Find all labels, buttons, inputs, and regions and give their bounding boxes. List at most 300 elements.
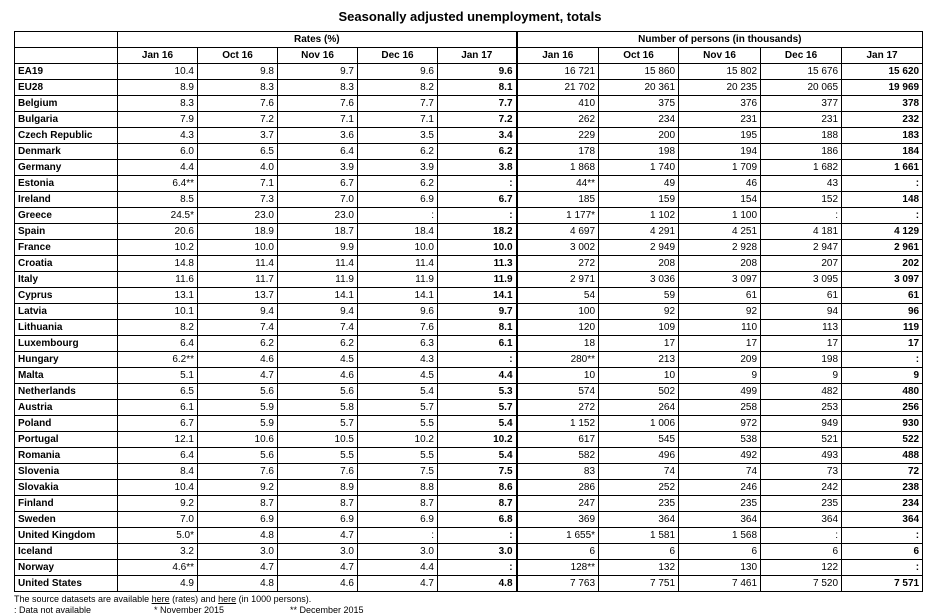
rate-cell: 9.4: [278, 304, 358, 320]
table-title: Seasonally adjusted unemployment, totals: [338, 9, 602, 24]
rate-cell: 8.2: [118, 320, 198, 336]
table-row: [15, 80, 923, 96]
persons-cell: 132: [599, 560, 679, 576]
rate-cell: 3.2: [118, 544, 198, 560]
rates-month-header: Jan 17: [438, 48, 517, 64]
persons-cell: 21 702: [517, 80, 599, 96]
country-cell: Slovakia: [15, 480, 118, 496]
table-row: [15, 304, 923, 320]
rate-cell: 7.3: [198, 192, 278, 208]
persons-cell: 128**: [517, 560, 599, 576]
rate-cell: 4.6: [198, 352, 278, 368]
legend-double-star: ** December 2015: [290, 605, 364, 615]
persons-cell: 3 095: [761, 272, 842, 288]
table-row: [15, 336, 923, 352]
rate-cell: 5.5: [358, 416, 438, 432]
persons-cell: 949: [761, 416, 842, 432]
rate-cell: 7.6: [198, 464, 278, 480]
rate-cell: 4.0: [198, 160, 278, 176]
blank-header: [15, 32, 118, 48]
rate-cell: 3.8: [438, 160, 517, 176]
persons-cell: 3 036: [599, 272, 679, 288]
persons-cell: :: [842, 352, 923, 368]
rate-cell: 6.2: [438, 144, 517, 160]
rate-cell: 6.2: [358, 176, 438, 192]
persons-cell: 4 291: [599, 224, 679, 240]
persons-cell: 154: [679, 192, 761, 208]
persons-cell: 538: [679, 432, 761, 448]
persons-cell: 43: [761, 176, 842, 192]
rate-cell: 5.5: [278, 448, 358, 464]
rate-cell: 4.4: [118, 160, 198, 176]
persons-cell: 1 581: [599, 528, 679, 544]
rate-cell: 7.9: [118, 112, 198, 128]
rate-cell: 10.2: [358, 432, 438, 448]
persons-cell: 113: [761, 320, 842, 336]
table-row: [15, 368, 923, 384]
persons-cell: 574: [517, 384, 599, 400]
month-header-row: [15, 48, 923, 64]
persons-cell: 49: [599, 176, 679, 192]
rate-cell: 7.1: [278, 112, 358, 128]
rate-cell: 6.2: [198, 336, 278, 352]
persons-cell: 15 620: [842, 64, 923, 80]
persons-cell: 10: [599, 368, 679, 384]
rate-cell: 7.2: [438, 112, 517, 128]
persons-cell: 1 868: [517, 160, 599, 176]
persons-cell: 200: [599, 128, 679, 144]
rate-cell: 11.4: [278, 256, 358, 272]
rate-cell: 9.2: [118, 496, 198, 512]
persons-cell: :: [761, 528, 842, 544]
rate-cell: 3.0: [438, 544, 517, 560]
rate-cell: 6.1: [438, 336, 517, 352]
rate-cell: 5.7: [358, 400, 438, 416]
rate-cell: 6.9: [278, 512, 358, 528]
rates-month-header: Nov 16: [278, 48, 358, 64]
source-text: (in 1000 persons).: [236, 594, 312, 604]
persons-cell: 1 661: [842, 160, 923, 176]
rate-cell: 18.7: [278, 224, 358, 240]
persons-cell: 496: [599, 448, 679, 464]
rate-cell: 23.0: [278, 208, 358, 224]
rate-cell: 3.9: [278, 160, 358, 176]
rate-cell: 6.9: [198, 512, 278, 528]
persons-cell: 159: [599, 192, 679, 208]
rate-cell: 12.1: [118, 432, 198, 448]
rate-cell: 4.8: [198, 576, 278, 592]
rate-cell: 3.4: [438, 128, 517, 144]
persons-cell: 231: [761, 112, 842, 128]
persons-cell: 256: [842, 400, 923, 416]
country-cell: Poland: [15, 416, 118, 432]
rate-cell: :: [358, 208, 438, 224]
rate-cell: 8.5: [118, 192, 198, 208]
persons-cell: 369: [517, 512, 599, 528]
rate-cell: 6.8: [438, 512, 517, 528]
footnotes: [14, 594, 940, 616]
persons-cell: 364: [761, 512, 842, 528]
persons-cell: 258: [679, 400, 761, 416]
persons-cell: 17: [679, 336, 761, 352]
table-row: [15, 480, 923, 496]
rate-cell: 7.6: [278, 464, 358, 480]
table-row: [15, 240, 923, 256]
rate-cell: 10.4: [118, 480, 198, 496]
rates-source-link[interactable]: here: [151, 594, 170, 604]
persons-cell: 198: [599, 144, 679, 160]
blank-header: [15, 48, 118, 64]
rate-cell: :: [438, 176, 517, 192]
persons-cell: 4 129: [842, 224, 923, 240]
rate-cell: 4.3: [118, 128, 198, 144]
rate-cell: 7.5: [438, 464, 517, 480]
country-cell: Finland: [15, 496, 118, 512]
persons-cell: 15 802: [679, 64, 761, 80]
persons-cell: 502: [599, 384, 679, 400]
rate-cell: 20.6: [118, 224, 198, 240]
persons-cell: 208: [679, 256, 761, 272]
rate-cell: :: [438, 560, 517, 576]
persons-cell: 110: [679, 320, 761, 336]
persons-cell: 272: [517, 400, 599, 416]
persons-cell: 20 235: [679, 80, 761, 96]
rate-cell: 11.9: [278, 272, 358, 288]
persons-cell: 18: [517, 336, 599, 352]
country-cell: Belgium: [15, 96, 118, 112]
persons-cell: 582: [517, 448, 599, 464]
table-row: [15, 464, 923, 480]
persons-cell: 16 721: [517, 64, 599, 80]
persons-cell: 2 961: [842, 240, 923, 256]
rate-cell: 5.7: [438, 400, 517, 416]
table-body: [15, 64, 923, 592]
rate-cell: 8.7: [358, 496, 438, 512]
rate-cell: 11.3: [438, 256, 517, 272]
persons-cell: 7 520: [761, 576, 842, 592]
persons-cell: 3 097: [679, 272, 761, 288]
country-cell: Sweden: [15, 512, 118, 528]
rate-cell: 9.2: [198, 480, 278, 496]
persons-cell: :: [842, 176, 923, 192]
rate-cell: 8.3: [198, 80, 278, 96]
persons-cell: 61: [679, 288, 761, 304]
persons-cell: 7 751: [599, 576, 679, 592]
country-cell: EA19: [15, 64, 118, 80]
table-row: [15, 512, 923, 528]
persons-cell: 930: [842, 416, 923, 432]
persons-cell: 493: [761, 448, 842, 464]
rate-cell: 10.0: [358, 240, 438, 256]
persons-cell: 1 740: [599, 160, 679, 176]
persons-cell: 235: [761, 496, 842, 512]
persons-cell: 1 655*: [517, 528, 599, 544]
table-row: [15, 208, 923, 224]
rate-cell: 8.7: [198, 496, 278, 512]
rate-cell: 10.5: [278, 432, 358, 448]
table-row: [15, 432, 923, 448]
rate-cell: 4.4: [438, 368, 517, 384]
persons-cell: 410: [517, 96, 599, 112]
persons-cell: 184: [842, 144, 923, 160]
rate-cell: 23.0: [198, 208, 278, 224]
table-row: [15, 352, 923, 368]
country-cell: Netherlands: [15, 384, 118, 400]
country-cell: Romania: [15, 448, 118, 464]
table-row: [15, 112, 923, 128]
persons-cell: 2 971: [517, 272, 599, 288]
persons-cell: 235: [679, 496, 761, 512]
persons-cell: 178: [517, 144, 599, 160]
rate-cell: 4.4: [358, 560, 438, 576]
persons-cell: 109: [599, 320, 679, 336]
legend: [14, 605, 940, 616]
rate-cell: 9.6: [358, 304, 438, 320]
country-cell: Ireland: [15, 192, 118, 208]
rate-cell: 8.1: [438, 80, 517, 96]
rate-cell: 4.5: [358, 368, 438, 384]
rate-cell: 4.7: [278, 560, 358, 576]
persons-cell: 364: [842, 512, 923, 528]
persons-cell: 262: [517, 112, 599, 128]
rate-cell: :: [438, 208, 517, 224]
country-cell: Estonia: [15, 176, 118, 192]
persons-cell: 96: [842, 304, 923, 320]
persons-group-header: Number of persons (in thousands): [517, 32, 923, 48]
persons-cell: 10: [517, 368, 599, 384]
persons-cell: 492: [679, 448, 761, 464]
country-cell: Portugal: [15, 432, 118, 448]
table-row: [15, 576, 923, 592]
rate-cell: 3.0: [198, 544, 278, 560]
rate-cell: 5.1: [118, 368, 198, 384]
persons-cell: 246: [679, 480, 761, 496]
persons-cell: 61: [842, 288, 923, 304]
table-row: [15, 176, 923, 192]
persons-month-header: Nov 16: [679, 48, 761, 64]
rate-cell: 3.7: [198, 128, 278, 144]
rate-cell: 5.9: [198, 400, 278, 416]
rate-cell: 5.7: [278, 416, 358, 432]
rate-cell: 6.5: [118, 384, 198, 400]
table-row: [15, 224, 923, 240]
rate-cell: 5.9: [198, 416, 278, 432]
persons-cell: 183: [842, 128, 923, 144]
persons-month-header: Dec 16: [761, 48, 842, 64]
rate-cell: 7.0: [278, 192, 358, 208]
persons-cell: 83: [517, 464, 599, 480]
country-cell: Italy: [15, 272, 118, 288]
rate-cell: 6.5: [198, 144, 278, 160]
rate-cell: 6.2: [358, 144, 438, 160]
rate-cell: 5.0*: [118, 528, 198, 544]
persons-cell: 61: [761, 288, 842, 304]
persons-cell: 202: [842, 256, 923, 272]
country-cell: Slovenia: [15, 464, 118, 480]
rate-cell: 9.7: [438, 304, 517, 320]
rate-cell: 10.0: [198, 240, 278, 256]
rate-cell: 5.6: [198, 448, 278, 464]
rate-cell: 14.1: [358, 288, 438, 304]
persons-cell: 378: [842, 96, 923, 112]
persons-cell: 59: [599, 288, 679, 304]
rate-cell: 11.4: [358, 256, 438, 272]
persons-cell: 6: [679, 544, 761, 560]
rate-cell: 18.2: [438, 224, 517, 240]
rate-cell: 5.6: [198, 384, 278, 400]
rate-cell: 9.9: [278, 240, 358, 256]
rate-cell: 8.4: [118, 464, 198, 480]
rate-cell: 7.5: [358, 464, 438, 480]
country-cell: Denmark: [15, 144, 118, 160]
persons-cell: 207: [761, 256, 842, 272]
persons-cell: 482: [761, 384, 842, 400]
rate-cell: 3.9: [358, 160, 438, 176]
persons-cell: 94: [761, 304, 842, 320]
persons-cell: 7 763: [517, 576, 599, 592]
table-row: [15, 288, 923, 304]
table-row: [15, 416, 923, 432]
table-row: [15, 160, 923, 176]
country-cell: Hungary: [15, 352, 118, 368]
rate-cell: 6.7: [438, 192, 517, 208]
persons-cell: 15 860: [599, 64, 679, 80]
persons-cell: 6: [761, 544, 842, 560]
persons-cell: 119: [842, 320, 923, 336]
persons-cell: 1 568: [679, 528, 761, 544]
rate-cell: 4.7: [198, 368, 278, 384]
persons-cell: 231: [679, 112, 761, 128]
persons-cell: 17: [761, 336, 842, 352]
persons-cell: 1 102: [599, 208, 679, 224]
rate-cell: 7.4: [278, 320, 358, 336]
rate-cell: 6.9: [358, 192, 438, 208]
rate-cell: 10.2: [438, 432, 517, 448]
persons-cell: 7 461: [679, 576, 761, 592]
persons-cell: 198: [761, 352, 842, 368]
rate-cell: 6.4: [118, 448, 198, 464]
rate-cell: 8.2: [358, 80, 438, 96]
rate-cell: 11.9: [358, 272, 438, 288]
rate-cell: 8.1: [438, 320, 517, 336]
persons-cell: 185: [517, 192, 599, 208]
rate-cell: 4.3: [358, 352, 438, 368]
rate-cell: 11.9: [438, 272, 517, 288]
persons-cell: 522: [842, 432, 923, 448]
country-cell: Spain: [15, 224, 118, 240]
persons-cell: 375: [599, 96, 679, 112]
persons-source-link[interactable]: here: [218, 594, 237, 604]
persons-month-header: Jan 16: [517, 48, 599, 64]
country-cell: United Kingdom: [15, 528, 118, 544]
rate-cell: 4.6: [278, 368, 358, 384]
rate-cell: 7.6: [358, 320, 438, 336]
rate-cell: 13.1: [118, 288, 198, 304]
rate-cell: 6.7: [278, 176, 358, 192]
rate-cell: 4.5: [278, 352, 358, 368]
persons-cell: 9: [761, 368, 842, 384]
rate-cell: 8.7: [278, 496, 358, 512]
rate-cell: 10.1: [118, 304, 198, 320]
country-cell: Greece: [15, 208, 118, 224]
persons-cell: 100: [517, 304, 599, 320]
persons-cell: 488: [842, 448, 923, 464]
persons-cell: 286: [517, 480, 599, 496]
rate-cell: 6.2: [278, 336, 358, 352]
rate-cell: 6.9: [358, 512, 438, 528]
rate-cell: 4.9: [118, 576, 198, 592]
persons-cell: 74: [679, 464, 761, 480]
persons-cell: 2 928: [679, 240, 761, 256]
country-cell: Germany: [15, 160, 118, 176]
persons-cell: 1 100: [679, 208, 761, 224]
persons-cell: 17: [842, 336, 923, 352]
rate-cell: 7.4: [198, 320, 278, 336]
rate-cell: 14.1: [278, 288, 358, 304]
rate-cell: 18.4: [358, 224, 438, 240]
rate-cell: 11.4: [198, 256, 278, 272]
rate-cell: 8.7: [438, 496, 517, 512]
country-cell: Austria: [15, 400, 118, 416]
rate-cell: 6.4**: [118, 176, 198, 192]
table-row: [15, 320, 923, 336]
persons-cell: 232: [842, 112, 923, 128]
persons-cell: 242: [761, 480, 842, 496]
table-row: [15, 128, 923, 144]
persons-cell: :: [842, 528, 923, 544]
persons-cell: 4 697: [517, 224, 599, 240]
country-cell: Iceland: [15, 544, 118, 560]
rate-cell: 18.9: [198, 224, 278, 240]
rate-cell: :: [358, 528, 438, 544]
persons-cell: 2 947: [761, 240, 842, 256]
persons-cell: 1 682: [761, 160, 842, 176]
table-row: [15, 144, 923, 160]
source-note: [14, 594, 940, 605]
table-row: [15, 384, 923, 400]
persons-cell: 364: [679, 512, 761, 528]
persons-cell: 74: [599, 464, 679, 480]
rates-month-header: Oct 16: [198, 48, 278, 64]
table-row: [15, 256, 923, 272]
persons-cell: 72: [842, 464, 923, 480]
rate-cell: 8.3: [118, 96, 198, 112]
persons-cell: 209: [679, 352, 761, 368]
rate-cell: 24.5*: [118, 208, 198, 224]
table-row: [15, 448, 923, 464]
persons-cell: 247: [517, 496, 599, 512]
persons-month-header: Oct 16: [599, 48, 679, 64]
legend-star: * November 2015: [154, 605, 225, 615]
table-row: [15, 272, 923, 288]
persons-cell: 4 181: [761, 224, 842, 240]
rate-cell: 10.6: [198, 432, 278, 448]
persons-cell: 44**: [517, 176, 599, 192]
rate-cell: 6.3: [358, 336, 438, 352]
persons-cell: 1 177*: [517, 208, 599, 224]
persons-cell: 234: [599, 112, 679, 128]
persons-cell: 92: [679, 304, 761, 320]
rate-cell: 8.3: [278, 80, 358, 96]
legend-na: : Data not available: [14, 605, 92, 615]
rate-cell: 7.1: [358, 112, 438, 128]
rate-cell: 3.6: [278, 128, 358, 144]
source-text: The source datasets are available: [14, 594, 152, 604]
persons-cell: 122: [761, 560, 842, 576]
persons-cell: 194: [679, 144, 761, 160]
group-header-row: [15, 32, 923, 48]
rate-cell: 7.7: [358, 96, 438, 112]
